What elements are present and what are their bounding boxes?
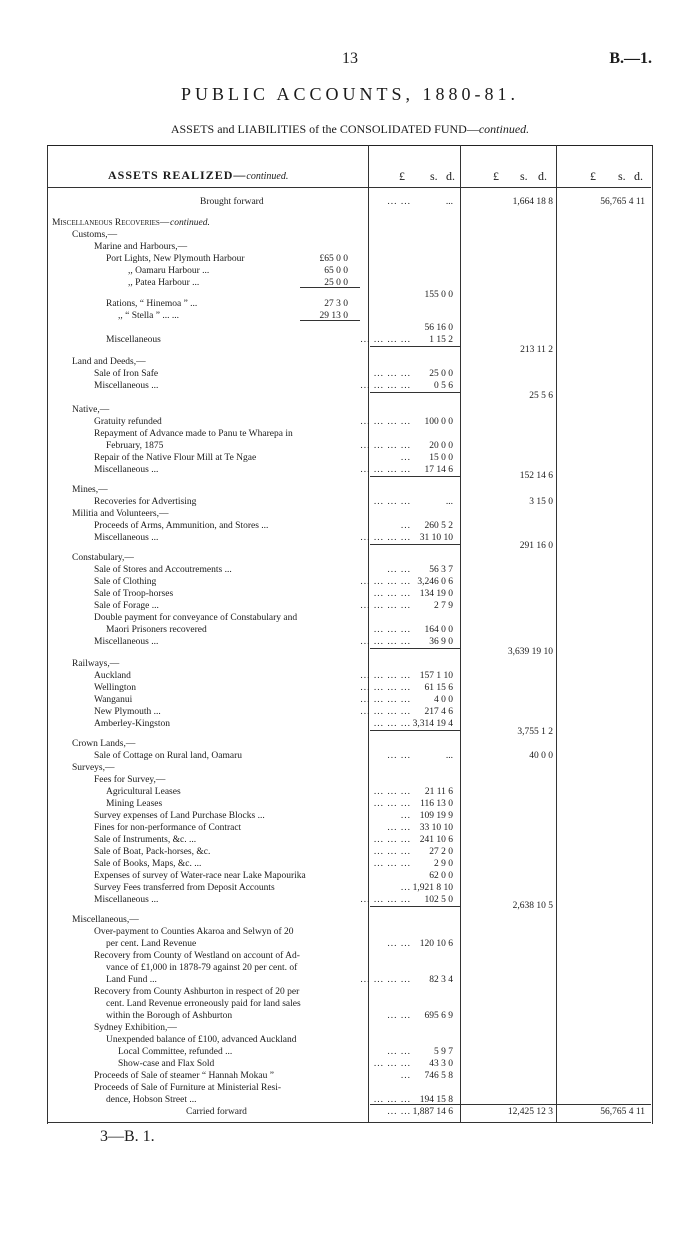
- amount-c2: 15 0 0: [429, 453, 453, 463]
- table-row: [50, 196, 650, 208]
- table-row: [50, 798, 650, 810]
- leader-dots: ... ...: [387, 939, 411, 949]
- leader-dots: ... ... ...: [373, 787, 411, 797]
- row-label: Miscellaneous,—: [72, 915, 139, 925]
- table-row: [50, 938, 650, 950]
- leader-dots: ... ...: [387, 197, 411, 207]
- row-label: Miscellaneous ...: [94, 637, 159, 647]
- amount-c2: 31 10 10: [419, 533, 453, 543]
- leader-dots: ... ... ... ...: [360, 707, 411, 717]
- table-row: [50, 774, 650, 786]
- table-row: [50, 962, 650, 974]
- row-label: vance of £1,000 in 1878-79 against 20 per cent. of: [106, 963, 298, 973]
- table-row: [50, 1070, 650, 1082]
- row-label: Sale of Clothing: [94, 577, 157, 587]
- row-label: Proceeds of Sale of Furniture at Ministerial Resi-: [94, 1083, 282, 1093]
- table-row: [50, 552, 650, 564]
- leader-dots: ... ... ... ...: [360, 975, 411, 985]
- table-row: [50, 1034, 650, 1046]
- section-continued: continued.: [246, 171, 289, 182]
- row-label: Sale of Iron Safe: [94, 369, 159, 379]
- amount-c2: 43 3 0: [429, 1059, 453, 1069]
- col-header-shillings: s.: [430, 169, 438, 183]
- row-label: Miscellaneous Recoveries—: [52, 218, 170, 228]
- table-row: [50, 1010, 650, 1022]
- row-label-continued: continued.: [170, 218, 210, 228]
- row-label: ,, “ Stella ” ... ...: [118, 311, 179, 321]
- table-row: [50, 322, 650, 334]
- table-row: [50, 1106, 650, 1118]
- leader-dots: ... ...: [387, 1107, 411, 1117]
- table-row: [50, 1082, 650, 1094]
- leader-dots: ... ... ... ...: [360, 533, 411, 543]
- row-label: Gratuity refunded: [94, 417, 162, 427]
- table-row: [50, 253, 650, 265]
- row-label: Crown Lands,—: [72, 739, 136, 749]
- row-label: Recovery from County of Westland on account of Ad-: [94, 951, 300, 961]
- amount-c2: 33 10 10: [419, 823, 453, 833]
- amount-c2: 4 0 0: [434, 695, 453, 705]
- leader-dots: ... ... ...: [373, 835, 411, 845]
- row-label: Sale of Boat, Pack-horses, &c.: [94, 847, 211, 857]
- row-label: Miscellaneous ...: [94, 465, 159, 475]
- leader-dots: ... ... ...: [373, 589, 411, 599]
- row-label: Sydney Exhibition,—: [94, 1023, 177, 1033]
- amount-c2: ...: [445, 197, 453, 207]
- row-label: Sale of Books, Maps, &c. ...: [94, 859, 202, 869]
- amount-c2: 82 3 4: [429, 975, 453, 985]
- amount-c2: 157 1 10: [419, 671, 453, 681]
- table-row: [50, 277, 650, 289]
- col-header-pound: £: [493, 169, 499, 183]
- amount-c2: 2 7 9: [434, 601, 453, 611]
- table-row: [50, 658, 650, 670]
- table-row: [50, 356, 650, 368]
- leader-dots: ... ...: [387, 1047, 411, 1057]
- amount-c1: £65 0 0: [319, 254, 348, 264]
- row-label: Miscellaneous ...: [94, 533, 159, 543]
- table-row: [50, 998, 650, 1010]
- row-label: Wanganui: [94, 695, 133, 705]
- row-label: Land and Deeds,—: [72, 357, 146, 367]
- table-row: [50, 914, 650, 926]
- row-label: Survey Fees transferred from Deposit Accounts: [94, 883, 275, 893]
- table-row: [50, 834, 650, 846]
- page-number: 13: [342, 50, 358, 67]
- table-row: [50, 762, 650, 774]
- leader-dots: ... ...: [387, 823, 411, 833]
- row-label: Sale of Troop-horses: [94, 589, 174, 599]
- amount-c4: 56,765 4 11: [600, 1107, 645, 1117]
- table-row: [50, 786, 650, 798]
- row-label: Rations, “ Hinemoa ” ...: [106, 299, 198, 309]
- amount-c1: 65 0 0: [324, 266, 348, 276]
- leader-dots: ... ... ... ...: [360, 335, 411, 345]
- table-row: [50, 870, 650, 882]
- table-row: [50, 670, 650, 682]
- subtitle-continued: continued.: [478, 122, 530, 136]
- amount-c2: 56 3 7: [429, 565, 453, 575]
- table-row: [50, 217, 650, 229]
- row-label: Sale of Stores and Accoutrements ...: [94, 565, 232, 575]
- row-label: Expenses of survey of Water-race near Lake Mapourika: [94, 871, 306, 881]
- table-row: [50, 950, 650, 962]
- leader-dots: ... ...: [387, 565, 411, 575]
- amount-c2: 5 9 7: [434, 1047, 453, 1057]
- table-row: [50, 706, 650, 718]
- amount-c2: 746 5 8: [424, 1071, 453, 1081]
- amount-c2: 62 0 0: [429, 871, 453, 881]
- row-label: Proceeds of Sale of steamer “ Hannah Mokau ”: [94, 1071, 274, 1081]
- table-row: [50, 750, 650, 762]
- table-row: [50, 428, 650, 440]
- leader-dots: ...: [400, 453, 411, 463]
- amount-c2: 21 11 6: [424, 787, 453, 797]
- table-row: [50, 600, 650, 612]
- table-row: [50, 404, 650, 416]
- row-label: Miscellaneous: [106, 335, 161, 345]
- row-label: Customs,—: [72, 230, 118, 240]
- leader-dots: ... ... ...: [373, 1095, 411, 1105]
- row-label: Native,—: [72, 405, 110, 415]
- table-row: [50, 926, 650, 938]
- leader-dots: ... ... ... ...: [360, 671, 411, 681]
- amount-c3: 3,639 19 10: [507, 647, 553, 657]
- row-label: Auckland: [94, 671, 131, 681]
- document-reference: B.—1.: [609, 50, 652, 67]
- amount-c3: 40 0 0: [529, 751, 553, 761]
- table-row: [50, 882, 650, 894]
- amount-c2: 20 0 0: [429, 441, 453, 451]
- leader-dots: ... ... ...: [373, 719, 411, 729]
- table-row: [50, 368, 650, 380]
- table-row: [50, 452, 650, 464]
- col-header-pence: d.: [634, 169, 643, 183]
- table-row: [50, 900, 650, 912]
- table-row: [50, 265, 650, 277]
- amount-c2: 56 16 0: [424, 323, 453, 333]
- table-row: [50, 540, 650, 552]
- amount-c2: 17 14 6: [424, 465, 453, 475]
- row-label: Over-payment to Counties Akaroa and Selwyn of 20: [94, 927, 294, 937]
- row-label: Carried forward: [186, 1107, 247, 1117]
- table-row: [50, 344, 650, 356]
- row-label: Marine and Harbours,—: [94, 242, 188, 252]
- page-subtitle: [0, 122, 700, 137]
- leader-dots: ...: [400, 883, 411, 893]
- row-label: within the Borough of Ashburton: [106, 1011, 233, 1021]
- row-label: Recovery from County Ashburton in respect of 20 per: [94, 987, 300, 997]
- leader-dots: ... ... ... ...: [360, 417, 411, 427]
- amount-c2: 0 5 6: [434, 381, 453, 391]
- leader-dots: ... ... ... ...: [360, 683, 411, 693]
- table-row: [50, 310, 650, 322]
- leader-dots: ... ... ...: [373, 859, 411, 869]
- table-row: [50, 822, 650, 834]
- row-label: Miscellaneous ...: [94, 895, 159, 905]
- amount-c3: 213 11 2: [520, 345, 553, 355]
- table-row: [50, 682, 650, 694]
- row-label: per cent. Land Revenue: [106, 939, 197, 949]
- amount-c2: 3,314 19 4: [412, 719, 453, 729]
- row-label: Constabulary,—: [72, 553, 134, 563]
- leader-dots: ...: [400, 521, 411, 531]
- leader-dots: ... ... ...: [373, 1059, 411, 1069]
- amount-c2: 134 19 0: [419, 589, 453, 599]
- table-row: [50, 229, 650, 241]
- footer-signature: 3—B. 1.: [100, 1128, 155, 1145]
- row-label: Unexpended balance of £100, advanced Auckland: [106, 1035, 297, 1045]
- amount-c2: 194 15 8: [419, 1095, 453, 1105]
- row-label: Miscellaneous ...: [94, 381, 159, 391]
- amount-c2: 155 0 0: [424, 290, 453, 300]
- row-label: Repayment of Advance made to Panu te Wharepa in: [94, 429, 293, 439]
- amount-c2: 116 13 0: [420, 799, 453, 809]
- amount-c2: 2 9 0: [434, 859, 453, 869]
- table-row: [50, 390, 650, 402]
- amount-c2: 100 0 0: [424, 417, 453, 427]
- table-row: [50, 858, 650, 870]
- row-label: Agricultural Leases: [106, 787, 181, 797]
- subtitle-main: ASSETS and LIABILITIES of the CONSOLIDATED FUND—: [170, 122, 479, 136]
- section-heading: [108, 168, 288, 183]
- table-row: [50, 470, 650, 482]
- table-row: [50, 241, 650, 253]
- table-row: [50, 496, 650, 508]
- row-label: Sale of Cottage on Rural land, Oamaru: [94, 751, 243, 761]
- header-rule: [368, 187, 651, 188]
- table-row: [50, 588, 650, 600]
- row-label: Sale of Instruments, &c. ...: [94, 835, 197, 845]
- row-label: Militia and Volunteers,—: [72, 509, 169, 519]
- table-row: [50, 1058, 650, 1070]
- row-label: Sale of Forage ...: [94, 601, 159, 611]
- table-row: [50, 576, 650, 588]
- section-title: ASSETS REALIZED—: [108, 168, 247, 182]
- amount-c2: 241 10 6: [419, 835, 453, 845]
- row-label: Survey expenses of Land Purchase Blocks ...: [94, 811, 265, 821]
- row-label: Proceeds of Arms, Ammunition, and Stores ...: [94, 521, 269, 531]
- amount-c2: 25 0 0: [429, 369, 453, 379]
- amount-c2: 109 19 9: [419, 811, 453, 821]
- table-row: [50, 440, 650, 452]
- amount-c3: 2,638 10 5: [512, 901, 553, 911]
- leader-dots: ... ... ...: [373, 497, 411, 507]
- row-label: Maori Prisoners recovered: [106, 625, 207, 635]
- amount-c3: 291 16 0: [519, 541, 553, 551]
- table-row: [50, 298, 650, 310]
- row-label: Port Lights, New Plymouth Harbour: [106, 254, 245, 264]
- amount-c1: 25 0 0: [324, 278, 348, 288]
- table-row: [50, 484, 650, 496]
- amount-c1: 27 3 0: [324, 299, 348, 309]
- col-header-shillings: s.: [520, 169, 528, 183]
- table-row: [50, 694, 650, 706]
- amount-c2: 260 5 2: [424, 521, 453, 531]
- col-header-pound: £: [590, 169, 596, 183]
- table-row: [50, 1046, 650, 1058]
- amount-c3: 3,755 1 2: [517, 727, 553, 737]
- col-header-shillings: s.: [618, 169, 626, 183]
- row-label: dence, Hobson Street ...: [106, 1095, 197, 1105]
- leader-dots: ... ... ... ...: [360, 381, 411, 391]
- leader-dots: ... ... ...: [373, 625, 411, 635]
- row-label: Recoveries for Advertising: [94, 497, 197, 507]
- table-row: [50, 624, 650, 636]
- table-row: [50, 986, 650, 998]
- row-label: New Plymouth ...: [94, 707, 161, 717]
- row-label: Local Committee, refunded ...: [118, 1047, 233, 1057]
- table-row: [50, 810, 650, 822]
- amount-c2: 102 5 0: [424, 895, 453, 905]
- amount-c2: 27 2 0: [429, 847, 453, 857]
- amount-c3: 152 14 6: [519, 471, 553, 481]
- amount-c3: 3 15 0: [529, 497, 553, 507]
- leader-dots: ... ... ... ...: [360, 465, 411, 475]
- table-row: [50, 1022, 650, 1034]
- amount-c4: 56,765 4 11: [600, 197, 645, 207]
- row-label: Fees for Survey,—: [94, 775, 166, 785]
- amount-c2: ...: [445, 497, 453, 507]
- amount-c2: 1,887 14 6: [412, 1107, 453, 1117]
- table-row: [50, 416, 650, 428]
- table-row: [50, 612, 650, 624]
- col-header-pound: £: [399, 169, 405, 183]
- leader-dots: ... ... ... ...: [360, 577, 411, 587]
- leader-dots: ...: [400, 1071, 411, 1081]
- amount-c2: 120 10 6: [419, 939, 453, 949]
- amount-c2: 36 9 0: [429, 637, 453, 647]
- amount-c2: 217 4 6: [424, 707, 453, 717]
- row-label: Double payment for conveyance of Constabulary and: [94, 613, 298, 623]
- row-label: Mining Leases: [106, 799, 163, 809]
- row-label: ,, Oamaru Harbour ...: [128, 266, 210, 276]
- amount-c2: 1 15 2: [429, 335, 453, 345]
- row-label: Mines,—: [72, 485, 108, 495]
- table-bottom-rule: [47, 1122, 651, 1123]
- leader-dots: ...: [400, 811, 411, 821]
- amount-c2: 3,246 0 6: [417, 577, 453, 587]
- table-row: [50, 564, 650, 576]
- page-title: PUBLIC ACCOUNTS, 1880-81.: [180, 84, 520, 104]
- table-row: [50, 726, 650, 738]
- row-label: cent. Land Revenue erroneously paid for land sales: [106, 999, 301, 1009]
- leader-dots: ... ... ...: [373, 847, 411, 857]
- row-label: Amberley-Kingston: [94, 719, 170, 729]
- leader-dots: ... ...: [387, 751, 411, 761]
- leader-dots: ... ... ...: [373, 369, 411, 379]
- table-row: [50, 974, 650, 986]
- col-header-pence: d.: [446, 169, 455, 183]
- amount-c2: 164 0 0: [424, 625, 453, 635]
- leader-dots: ... ... ... ...: [360, 637, 411, 647]
- amount-c2: 695 6 9: [424, 1011, 453, 1021]
- leader-dots: ... ... ... ...: [360, 895, 411, 905]
- row-label: February, 1875: [106, 441, 164, 451]
- table-row: [50, 846, 650, 858]
- row-label: Railways,—: [72, 659, 120, 669]
- leader-dots: ... ... ... ...: [360, 601, 411, 611]
- amount-c3: 25 5 6: [529, 391, 553, 401]
- amount-c2: 1,921 8 10: [412, 883, 453, 893]
- row-label: Surveys,—: [72, 763, 115, 773]
- amount-c2: ...: [445, 751, 453, 761]
- row-label: Brought forward: [200, 197, 264, 207]
- table-row: [50, 520, 650, 532]
- amount-c3: 1,664 18 8: [512, 197, 553, 207]
- table-row: [50, 646, 650, 658]
- table-row: [50, 508, 650, 520]
- row-label: Fines for non-performance of Contract: [94, 823, 242, 833]
- row-label: Wellington: [94, 683, 136, 693]
- leader-dots: ... ... ... ...: [360, 441, 411, 451]
- row-label: ,, Patea Harbour ...: [128, 278, 200, 288]
- row-label: Land Fund ...: [106, 975, 157, 985]
- leader-dots: ... ... ...: [373, 799, 411, 809]
- table-row: [50, 1094, 650, 1106]
- amount-c2: 61 15 6: [424, 683, 453, 693]
- row-label: Show-case and Flax Sold: [118, 1059, 215, 1069]
- leader-dots: ... ... ... ...: [360, 695, 411, 705]
- col-header-pence: d.: [538, 169, 547, 183]
- leader-dots: ... ...: [387, 1011, 411, 1021]
- header-rule: [47, 187, 368, 188]
- row-label: Repair of the Native Flour Mill at Te Ngae: [94, 453, 257, 463]
- amount-c3: 12,425 12 3: [507, 1107, 553, 1117]
- table-row: [50, 738, 650, 750]
- amount-c1: 29 13 0: [319, 311, 348, 321]
